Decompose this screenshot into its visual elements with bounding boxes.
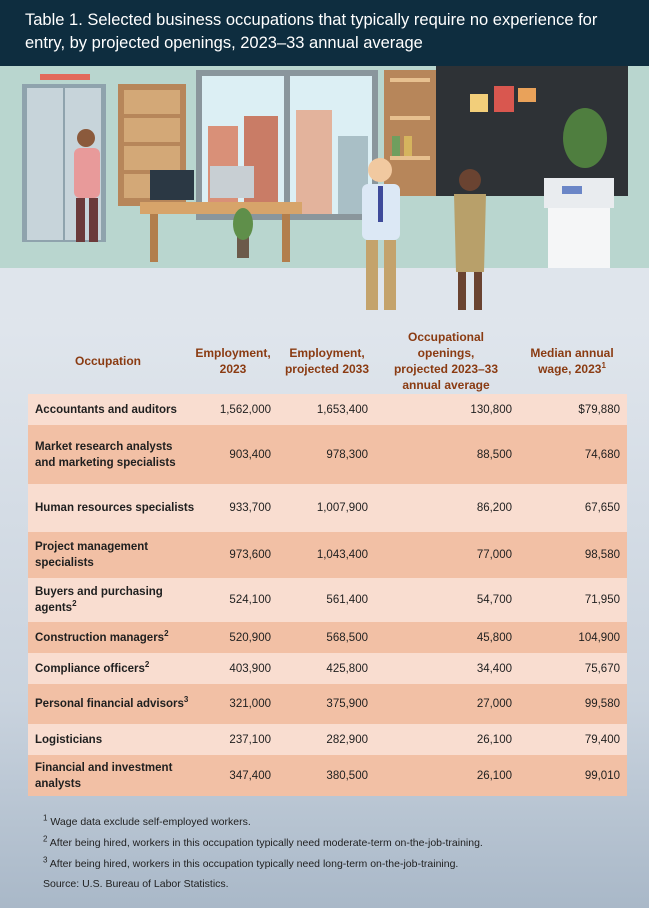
column-header-wage-label: Median annual wage, 2023 xyxy=(530,346,614,376)
footnote-1: $^1$ Wage data exclude self-employed workers. xyxy=(43,813,251,828)
printer-icon xyxy=(544,178,614,268)
openings-cell: 26,100 xyxy=(476,733,512,746)
employment-2023-cell: 524,100 xyxy=(229,594,271,606)
occupation-cell xyxy=(35,484,195,532)
table-row xyxy=(28,653,627,684)
occupation-name: Project management specialists xyxy=(35,541,149,569)
occupation-cell xyxy=(35,622,195,653)
occupation-name: Logisticians xyxy=(35,733,103,746)
employment-2023-cell: 347,400 xyxy=(229,769,271,782)
occupation-name: Human resources specialists xyxy=(35,502,195,514)
footnote-mark: 2 xyxy=(144,659,150,669)
table-row xyxy=(28,532,627,578)
wage-cell: 71,950 xyxy=(584,594,620,606)
occupation-name: Market research analysts and marketing specialists xyxy=(35,440,176,469)
wage-cell: 75,670 xyxy=(584,662,620,675)
openings-cell: 26,100 xyxy=(476,769,512,782)
wage-cell: 104,900 xyxy=(578,631,620,644)
floor xyxy=(0,268,649,318)
employment-2023-cell: 321,000 xyxy=(229,698,271,710)
employment-2033-cell: 561,400 xyxy=(326,594,368,606)
table-row xyxy=(28,755,627,796)
employment-2023-cell: 237,100 xyxy=(229,733,271,746)
column-header-occupation: Occupation xyxy=(74,354,141,368)
openings-cell: 88,500 xyxy=(476,448,512,461)
wage-cell: 99,580 xyxy=(584,698,620,710)
openings-cell: 45,800 xyxy=(476,631,512,644)
occupation-cell xyxy=(35,724,195,755)
occupation-cell xyxy=(35,425,195,484)
occupation-name: Buyers and purchasing agents xyxy=(35,586,163,614)
wage-cell: 79,400 xyxy=(584,733,620,746)
occupation-cell xyxy=(35,755,195,796)
employment-2023-cell: 933,700 xyxy=(229,502,271,514)
column-header-openings: Occupational openings, projected 2023–33 annual average xyxy=(393,330,499,392)
openings-cell: 86,200 xyxy=(476,502,512,514)
wage-cell: $79,880 xyxy=(578,403,620,416)
occupation-cell xyxy=(35,394,195,425)
employment-2023-cell: 973,600 xyxy=(229,549,271,561)
table-title: Table 1. Selected business occupations that typically require no experience for entry, by projected openings, 2023–33 annual average xyxy=(25,11,598,52)
column-header-employment-2023: Employment, 2023 xyxy=(195,346,271,376)
table-header xyxy=(22,328,628,394)
office-illustration xyxy=(0,66,649,318)
table-row xyxy=(28,484,627,532)
employment-2033-cell: 380,500 xyxy=(326,769,368,782)
occupation-name: Compliance officers xyxy=(35,662,145,675)
employment-2033-cell: 1,007,900 xyxy=(316,502,368,514)
table-row xyxy=(28,394,627,425)
openings-cell: 77,000 xyxy=(476,549,512,561)
employment-2023-cell: 1,562,000 xyxy=(219,403,271,416)
occupation-cell xyxy=(35,532,195,578)
openings-cell: 130,800 xyxy=(470,403,512,416)
footnote-mark: 1 xyxy=(601,361,606,370)
employment-2033-cell: 375,900 xyxy=(326,698,368,710)
employment-2033-cell: 568,500 xyxy=(326,631,368,644)
table-row xyxy=(28,425,627,484)
occupation-name: Accountants and auditors xyxy=(35,403,177,416)
employment-2023-cell: 403,900 xyxy=(229,662,271,675)
openings-cell: 27,000 xyxy=(476,698,512,710)
occupation-name: Financial and investment analysts xyxy=(35,761,173,790)
bookshelf-icon xyxy=(384,70,436,196)
table-row xyxy=(28,578,627,622)
employment-2033-cell: 1,043,400 xyxy=(316,549,368,561)
table-row xyxy=(28,684,627,724)
wage-cell: 98,580 xyxy=(584,549,620,561)
employment-2033-cell: 425,800 xyxy=(326,662,368,675)
openings-cell: 54,700 xyxy=(476,594,512,606)
openings-cell: 34,400 xyxy=(476,662,512,675)
footnote-mark: 2 xyxy=(164,628,169,638)
footnote-mark: 3 xyxy=(183,695,189,705)
table-row xyxy=(28,724,627,755)
occupation-name: Construction managers xyxy=(35,631,165,644)
title-bar xyxy=(0,0,649,66)
footnote-3: $^3$ After being hired, workers in this occupation typically need long-term on-the-job-training. xyxy=(43,855,459,870)
occupation-cell xyxy=(35,653,195,684)
employment-2023-cell: 903,400 xyxy=(229,448,271,461)
wage-cell: 99,010 xyxy=(584,769,620,782)
footnote-2: $^2$ After being hired, workers in this occupation typically need moderate-term on-the-job-training. xyxy=(43,834,483,849)
employment-2033-cell: 978,300 xyxy=(326,448,368,461)
occupation-cell xyxy=(35,684,195,724)
wage-cell: 67,650 xyxy=(584,502,620,514)
employment-2023-cell: 520,900 xyxy=(229,631,271,644)
column-header-wage xyxy=(522,328,622,394)
column-header-employment-projected: Employment, projected 2033 xyxy=(284,346,370,376)
employment-2033-cell: 1,653,400 xyxy=(316,403,368,416)
occupation-cell xyxy=(35,578,195,622)
table-row xyxy=(28,622,627,653)
employment-2033-cell: 282,900 xyxy=(326,733,368,746)
occupation-name: Personal financial advisors xyxy=(35,698,184,710)
source-note: Source: U.S. Bureau of Labor Statistics. xyxy=(43,878,229,890)
footnote-mark: 2 xyxy=(72,599,77,609)
wage-cell: 74,680 xyxy=(584,448,620,461)
